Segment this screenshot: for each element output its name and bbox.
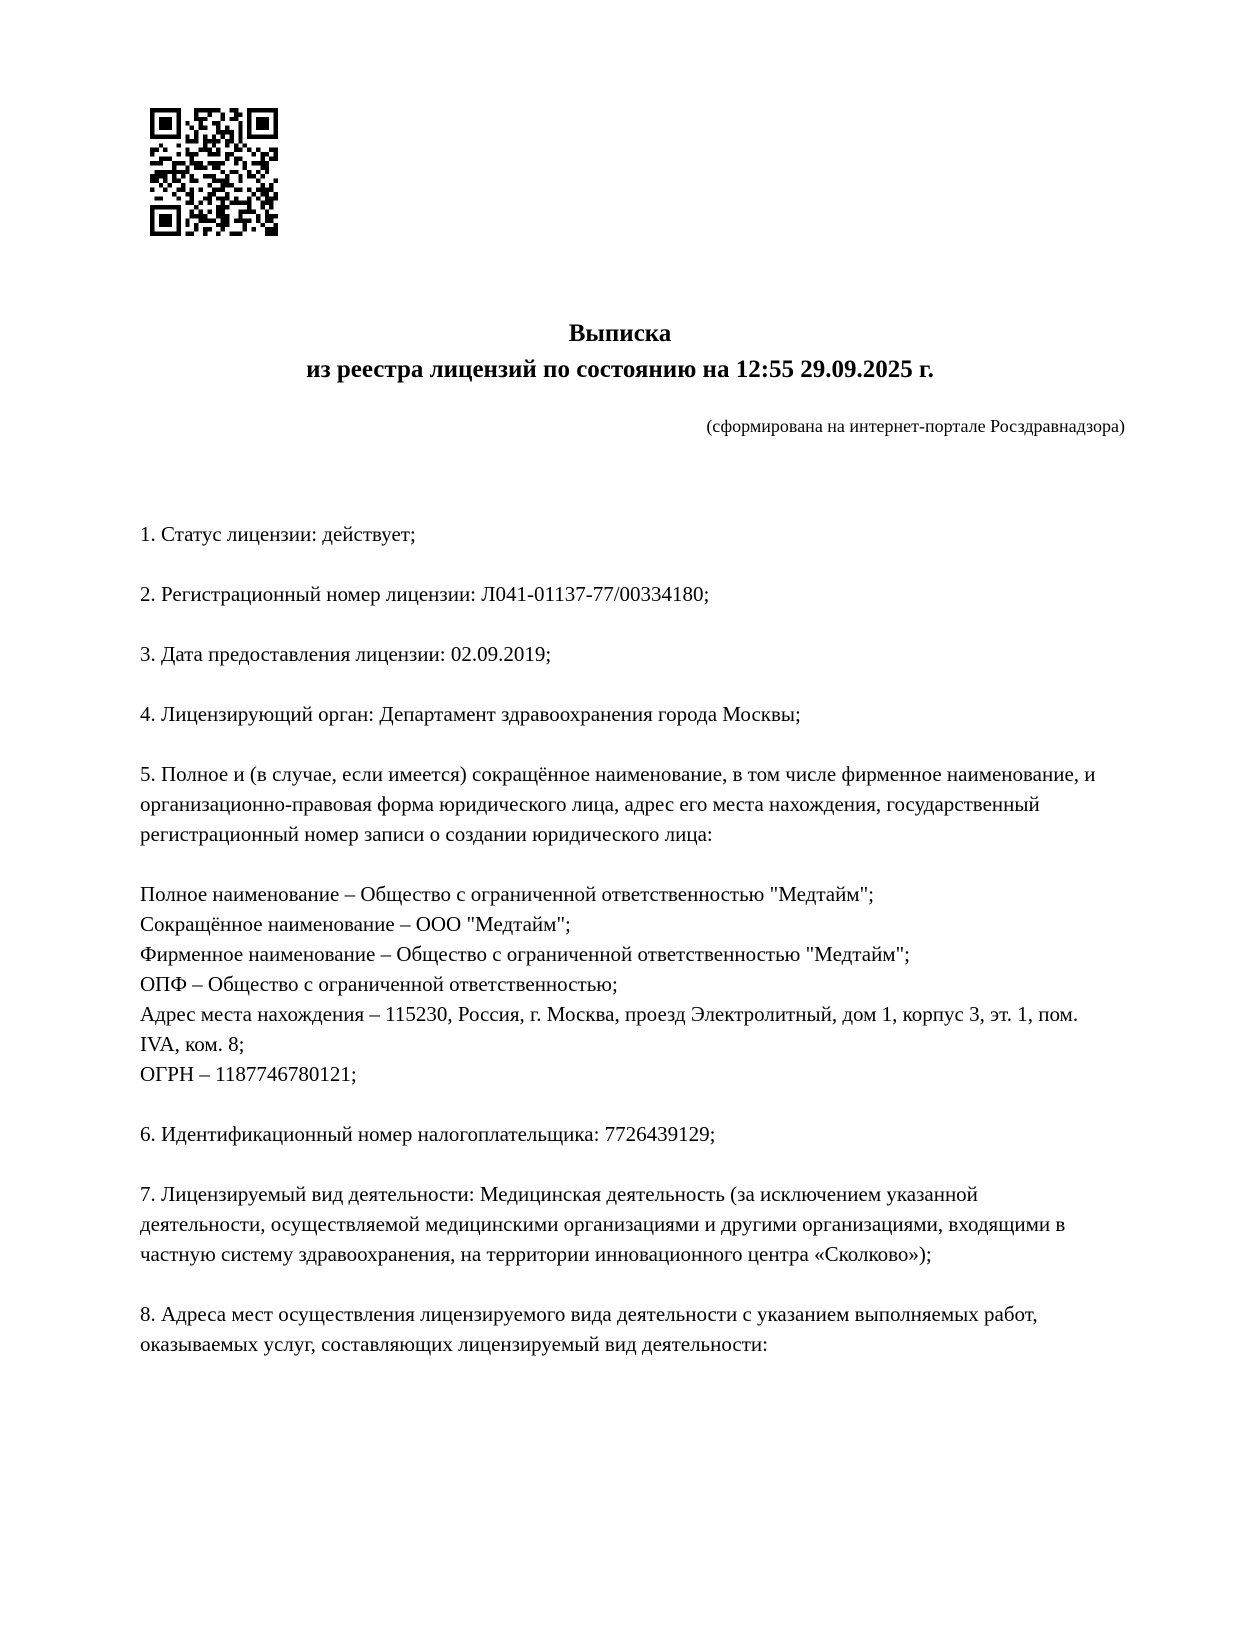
company-ogrn-line: ОГРН – 1187746780121; — [140, 1062, 357, 1086]
document-body — [140, 519, 1105, 1359]
title-line-1: Выписка — [568, 320, 672, 347]
item-4-licensing-authority: 4. Лицензирующий орган: Департамент здравоохранения города Москвы; — [140, 702, 801, 726]
company-details-block — [140, 879, 1105, 1089]
company-brand-name-line: Фирменное наименование – Общество с ограниченной ответственностью "Медтайм"; — [140, 942, 910, 966]
company-legal-form-line: ОПФ – Общество с ограниченной ответственностью; — [140, 972, 618, 996]
company-short-name-line: Сокращённое наименование – ООО "Медтайм"; — [140, 912, 571, 936]
item-1-license-status: 1. Статус лицензии: действует; — [140, 522, 416, 546]
qr-code — [150, 108, 278, 236]
item-5-entity-description: 5. Полное и (в случае, если имеется) сокращённое наименование, в том числе фирменное наименование, и организационно-правовая форма юридического лица, адрес его места нахождения, государственный регистрационный номер записи о создании юридического лица: — [140, 762, 1096, 846]
item-2-registration-number: 2. Регистрационный номер лицензии: Л041-01137-77/00334180; — [140, 582, 710, 606]
item-3-grant-date: 3. Дата предоставления лицензии: 02.09.2019; — [140, 642, 552, 666]
title-line-2: из реестра лицензий по состоянию на 12:55 29.09.2025 г. — [306, 356, 934, 383]
company-address-line: Адрес места нахождения – 115230, Россия, г. Москва, проезд Электролитный, дом 1, корпус 3, эт. 1, пом. IVA, ком. 8; — [140, 1002, 1079, 1056]
item-6-taxpayer-number: 6. Идентификационный номер налогоплательщика: 7726439129; — [140, 1122, 716, 1146]
document-subtitle: (сформирована на интернет-портале Росздравнадзора) — [706, 416, 1125, 436]
company-full-name-line: Полное наименование – Общество с ограниченной ответственностью "Медтайм"; — [140, 882, 875, 906]
item-8-activity-addresses: 8. Адреса мест осуществления лицензируемого вида деятельности с указанием выполняемых работ, оказываемых услуг, составляющих лицензируемый вид деятельности: — [140, 1302, 1038, 1356]
item-7-licensed-activity: 7. Лицензируемый вид деятельности: Медицинская деятельность (за исключением указанной деятельности, осуществляемой медицинскими организациями и другими организациями, входящими в частную систему здравоохранения, на территории инновационного центра «Сколково»); — [140, 1182, 1066, 1266]
